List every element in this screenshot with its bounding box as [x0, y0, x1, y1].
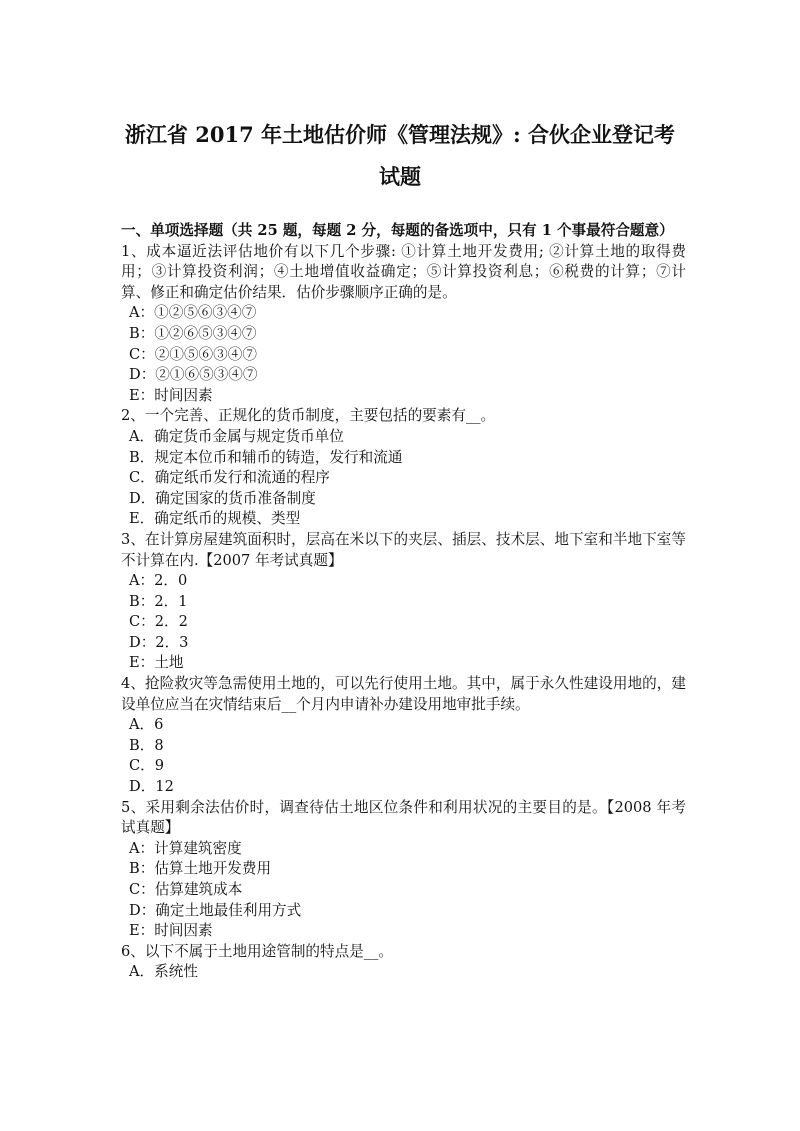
question-2-option-a: A．确定货币金属与规定货币单位 [129, 427, 344, 445]
question-2-option-c: C．确定纸币发行和流通的程序 [129, 469, 330, 487]
question-6-option-a: A．系统性 [129, 963, 198, 981]
question-1-option-e: E：时间因素 [129, 386, 213, 404]
question-2-option-d: D．确定国家的货币准备制度 [129, 489, 316, 507]
question-6-stem: 6、以下不属于土地用途管制的特点是__。 [121, 942, 393, 960]
question-4-option-b: B．8 [129, 736, 164, 754]
question-5-option-e: E：时间因素 [129, 922, 213, 940]
question-5-stem: 5、采用剩余法估价时，调查待估土地区位条件和利用状况的主要目的是。【2008 年考试真题】 [121, 798, 686, 837]
question-3-stem: 3、在计算房屋建筑面积时，层高在米以下的夹层、插层、技术层、地下室和半地下室等不计算在内.【2007 年考试真题】 [121, 530, 686, 569]
question-4-option-c: C．9 [129, 757, 165, 775]
question-2-option-e: E．确定纸币的规模、类型 [129, 510, 301, 528]
question-3-option-a: A：2．0 [129, 572, 188, 590]
question-2-option-b: B．规定本位币和辅币的铸造，发行和流通 [129, 448, 403, 466]
question-4-option-a: A．6 [129, 716, 164, 734]
section-heading: 一、单项选择题（共 25 题，每题 2 分，每题的备选项中，只有 1 个事最符合题意） [121, 222, 674, 239]
question-5-option-a: A：计算建筑密度 [129, 839, 242, 857]
document-body [121, 221, 686, 983]
question-5-option-d: D：确定土地最佳利用方式 [129, 901, 302, 919]
question-3-option-c: C：2．2 [129, 613, 188, 631]
document-title-line-1: 浙江省 2017 年土地估价师《管理法规》: 合伙企业登记考 [124, 122, 676, 147]
question-1-option-d: D：②①⑥⑤③④⑦ [129, 366, 258, 384]
question-4-option-d: D．12 [129, 778, 174, 796]
question-1-option-b: B：①②⑥⑤③④⑦ [129, 324, 257, 342]
question-5-option-c: C：估算建筑成本 [129, 881, 243, 898]
question-4-stem: 4、抢险救灾等急需使用土地的，可以先行使用土地。其中，属于永久性建设用地的，建设单位应当在灾情结束后__个月内申请补办建设用地审批手续。 [121, 675, 686, 713]
question-5-option-b: B：估算土地开发费用 [129, 860, 272, 878]
question-1-stem: 1、成本逼近法评估地价有以下几个步骤: ①计算土地开发费用; ②计算土地的取得费用；③计算投资利润；④土地增值收益确定；⑤计算投资利息；⑥税费的计算；⑦计算、修正和确定估价结果．估价步骤顺序正确的是。 [121, 242, 686, 301]
question-3-option-e: E：土地 [129, 654, 184, 672]
question-1-option-c: C：②①⑤⑥③④⑦ [129, 345, 257, 363]
question-3-option-d: D：2．3 [129, 633, 189, 651]
question-1-option-a: A：①②⑤⑥③④⑦ [129, 304, 257, 322]
document-title-line-2: 试题 [379, 164, 421, 189]
question-2-stem: 2、一个完善、正规化的货币制度，主要包括的要素有__。 [121, 407, 496, 425]
question-3-option-b: B：2．1 [129, 592, 188, 610]
